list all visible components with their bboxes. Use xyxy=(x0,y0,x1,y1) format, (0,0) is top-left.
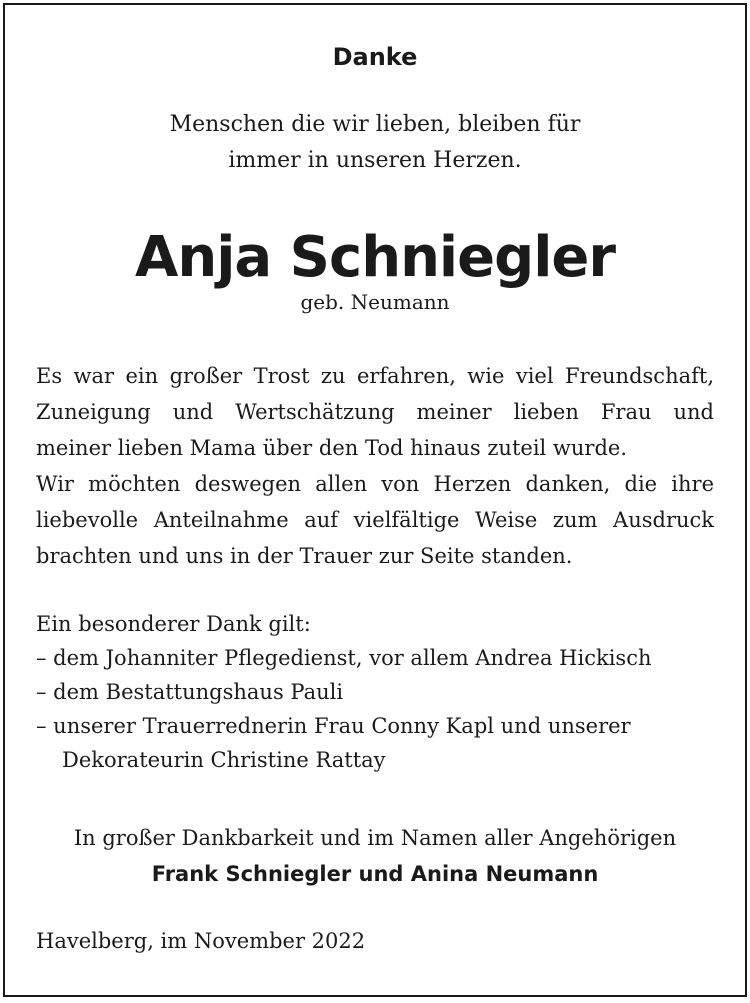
motto xyxy=(5,107,745,179)
special-thanks-item: Dekorateurin Christine Rattay xyxy=(62,748,386,772)
body-line: Zuneigung und Wertschätzung meiner lieben Frau und xyxy=(36,400,714,424)
body-line: meiner lieben Mama über den Tod hinaus zuteil wurde. xyxy=(36,436,628,460)
special-thanks xyxy=(36,607,714,777)
special-thanks-item: – dem Bestattungshaus Pauli xyxy=(36,680,344,704)
maiden-name: geb. Neumann xyxy=(300,290,450,314)
body-line: Wir möchten deswegen allen von Herzen danken, die ihre xyxy=(36,472,714,496)
notice-heading: Danke xyxy=(332,43,418,71)
special-thanks-item: – dem Johanniter Pflegedienst, vor allem Andrea Hickisch xyxy=(36,646,652,670)
deceased-name: Anja Schniegler xyxy=(134,225,615,290)
signers: Frank Schniegler und Anina Neumann xyxy=(151,862,599,886)
body-line: brachten und uns in der Trauer zur Seite standen. xyxy=(36,544,573,568)
special-thanks-item: – unserer Trauerrednerin Frau Conny Kapl und unserer xyxy=(36,714,631,738)
thank-you-text xyxy=(36,358,714,574)
motto-line: immer in unseren Herzen. xyxy=(228,148,522,173)
special-thanks-intro: Ein besonderer Dank gilt: xyxy=(36,612,311,636)
closing xyxy=(5,820,745,892)
motto-line: Menschen die wir lieben, bleiben für xyxy=(169,112,581,137)
closing-line: In großer Dankbarkeit und im Namen aller Angehörigen xyxy=(73,826,677,850)
body-line: liebevolle Anteilnahme auf vielfältige Weise zum Ausdruck xyxy=(36,508,714,532)
body-line: Es war ein großer Trost zu erfahren, wie viel Freundschaft, xyxy=(36,364,714,388)
place-date: Havelberg, im November 2022 xyxy=(36,929,366,953)
obituary-notice xyxy=(3,3,747,997)
